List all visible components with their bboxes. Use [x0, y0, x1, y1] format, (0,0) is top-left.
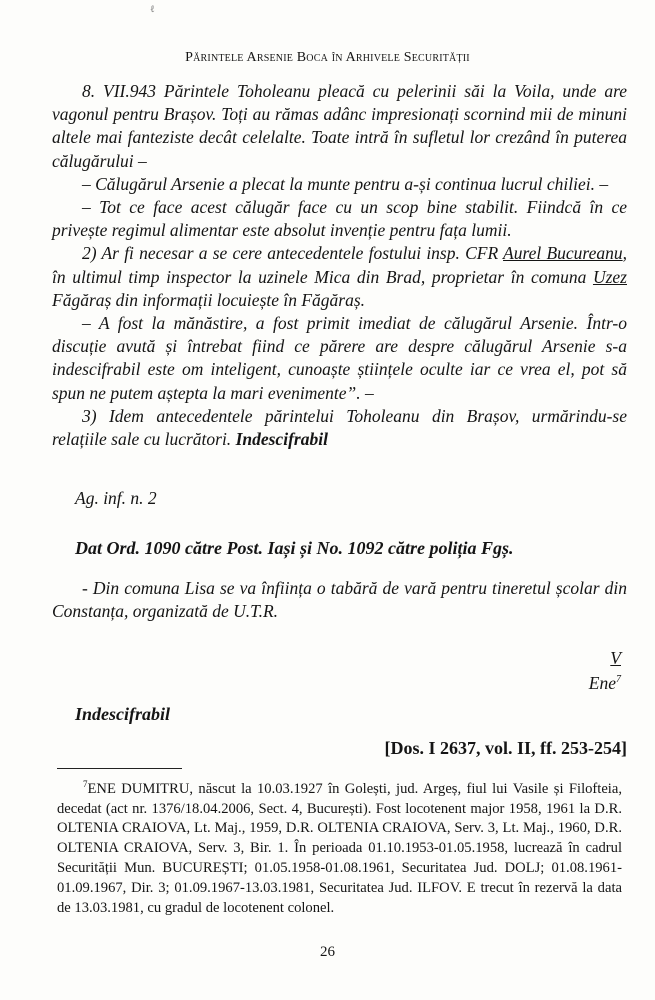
indescifrabil-inline: Indescifrabil — [235, 429, 328, 450]
signature-ene: Ene$^7$ — [588, 673, 621, 693]
agent-info: Ag. inf. n. 2 — [75, 488, 157, 508]
paragraph-lisa: - Din comuna Lisa se va înființa o tabără de vară pentru tineretul școlar din Constanța, organizată de U.T.R. — [52, 578, 627, 622]
running-header: Părintele Arsenie Boca în Arhivele Securității — [185, 50, 470, 65]
indescifrabil-heading: Indescifrabil — [75, 704, 171, 724]
paragraph-scope: – Tot ce face acest călugăr face cu un scop bine stabilit. Fiindcă în ce privește regimul alimentar este absolut invenție pentru fața lumii. — [52, 197, 627, 241]
footnote-text: ENE DUMITRU, născut la 10.03.1927 în Golești, jud. Argeș, fiul lui Vasile și Filofteia, decedat (act nr. 1376/18.04.2006, Sect. 4, București). Fost locotenent major 1958, 1961 la D.R. OLTENIA CRAIOVA, Lt. Maj., 1959, D.R. OLTENIA CRAIOVA, Serv. 3, Lt. Maj., 1960, D.R. OLTENIA CRAIOVA, Serv. 3, Bir. 1. În perioada 01.10.1953-01.05.1958, lucrează în cadrul Securității Mun. BUCUREȘTI; 01.05.1958-01.08.1961, Securitatea Jud. DOLJ; 01.08.1961-01.09.1967, Dir. 3; 01.09.1967-13.03.1981, Securitatea Jud. ILFOV. E trecut în rezervă la data de 13.03.1981, cu gradul de locotenent colonel. — [57, 780, 622, 916]
underlined-name: Aurel Bucureanu — [503, 243, 623, 264]
paragraph-item-2: 2) Ar fi necesar a se cere antecedentele fostului insp. CFR Aurel Bucureanu, în ultimul timp inspector la uzinele Mica din Brad, proprietar în comuna Uzez Făgăraș din informații locuiește în Făgăraș. — [52, 243, 627, 310]
order-line: Dat Ord. 1090 către Post. Iași și No. 1092 către poliția Fgș. — [75, 538, 514, 558]
footnote-number: 7 — [83, 779, 88, 789]
paragraph-monastery: – A fost la mănăstire, a fost primit imediat de călugărul Arsenie. Într-o discuție avută și întrebat fiind ce părere are despre călugărul Arsenie s-a indescifrabil este om inteligent, cunoaște științele oculte iar ce vrea el, pot să spun ne putem aștepta la mari evenimente”. – — [52, 313, 627, 403]
page-number: 26 — [320, 944, 335, 960]
dossier-reference: [Dos. I 2637, vol. II, ff. 253-254] — [384, 738, 627, 758]
scan-mark: ℓ — [150, 4, 155, 15]
underlined-place: Uzez — [592, 266, 627, 287]
footnote — [57, 775, 622, 918]
footnote-rule — [57, 768, 182, 769]
signature-v: V — [610, 648, 621, 668]
document-body — [52, 80, 627, 451]
paragraph-arsenie-left: – Călugărul Arsenie a plecat la munte pentru a-și continua lucrul chiliei. – — [82, 173, 609, 194]
paragraph-date: 8. VII.943 Părintele Toholeanu pleacă cu pelerinii săi la Voila, unde are vagonul pentru Brașov. Toți au rămas adânc impresionați scornind mii de minuni altele mai fanteziste decât celelalte. Toate intră în sufletul lor crezând în puterea călugărului – — [52, 81, 627, 171]
footnote-ref: 7 — [616, 674, 621, 686]
paragraph-item-3: 3) Idem antecedentele părintelui Toholeanu din Brașov, urmărindu-se relațiile sale cu lucrători. Indescifrabil — [52, 405, 627, 450]
